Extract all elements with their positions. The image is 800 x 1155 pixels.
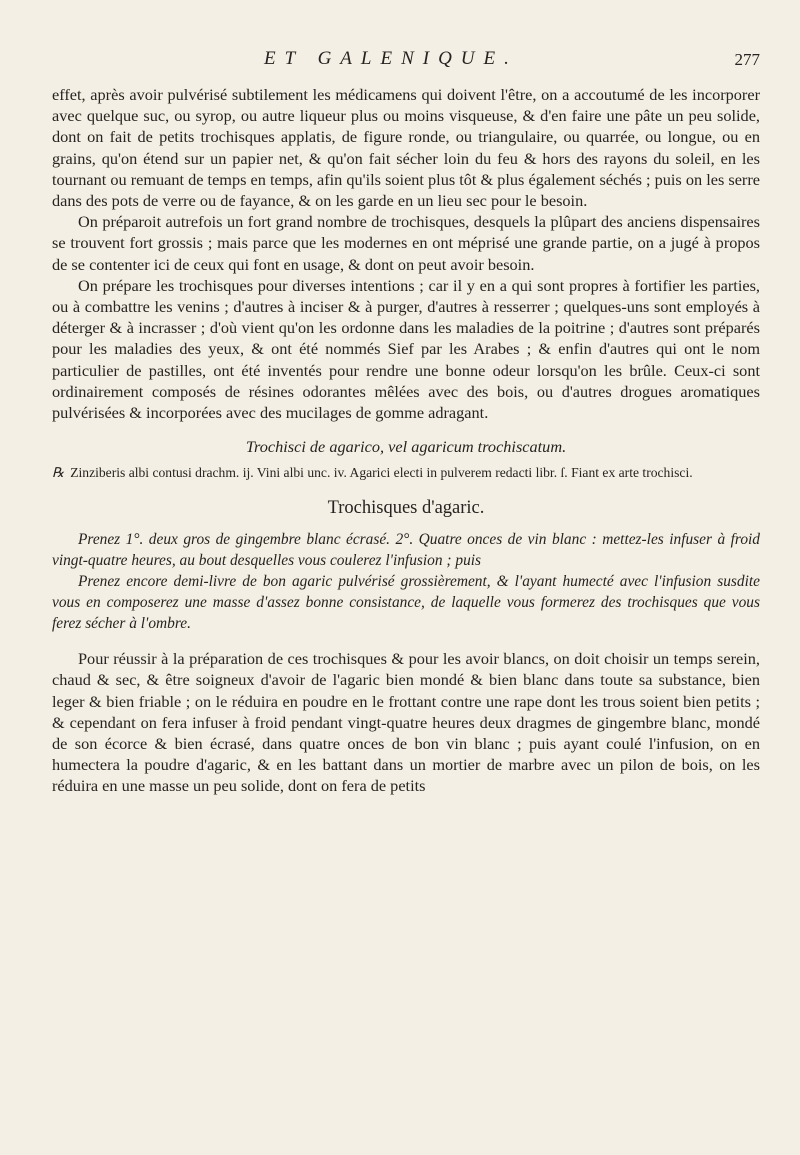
- running-head: [52, 48, 760, 84]
- latin-recipe-text: Zinziberis albi contusi drachm. ij. Vini albi unc. iv. Agarici electi in pulverem redacti libr. ſ. Fiant ex arte trochisci.: [70, 465, 693, 481]
- paragraph-1: effet, après avoir pulvérisé subtilement les médicamens qui doivent l'être, on a accoutumé de les incorporer avec quelque suc, ou syrop, ou autre liqueur plus ou moins visqueuse, & d'en faire une pâte un peu solide, dont on fait de petits trochisques applatis, de figure ronde, ou triangulaire, ou quarrée, ou longue, ou en grains, qu'on étend sur un papier net, & qu'on fait sécher loin du feu & hors des rayons du soleil, en les tournant ou remuant de temps en temps, afin qu'ils soient plus tôt & plus également séchés ; puis on les serre dans des pots de verre ou de fayance, & on les garde en un lieu sec pour le besoin.: [52, 85, 760, 211]
- french-recipe-heading: Trochisques d'agaric.: [327, 498, 485, 519]
- paragraph-3: On prépare les trochisques pour diverses intentions ; car il y en a qui sont propres à fortifier les parties, ou à combattre les venins ; d'autres à inciser & à purger, d'autres à resserrer ; quelques-uns sont employés à déterger & à incrasser ; d'où vient qu'on les ordonne dans les maladies de la poitrine ; d'autres sont préparés pour les maladies des yeux, & ont été nommés Sief par les Arabes ; & enfin d'autres qui ont le nom particulier de pastilles, ont été inventés pour rendre une bonne odeur lorsqu'on les brûle. Ceux-ci sont ordinairement composés de résines odorantes mêlées avec des bois, ou d'autres drogues aromatiques pulvérisées & incorporées avec des mucilages de gomme adragant.: [52, 275, 760, 423]
- closing-paragraph: Pour réussir à la préparation de ces trochisques & pour les avoir blancs, on doit choisir un temps serein, chaud & sec, & être soigneux d'avoir de l'agaric bien mondé & bien blanc dans toute sa substance, bien leger & bien friable ; on le réduira en poudre en le frottant contre une rape dont les trous soient bien petits ; & cependant on fera infuser à froid pendant vingt-quatre heures deux dragmes de gingembre blanc, mondé de son écorce & bien écrasé, dans quatre onces de bon vin blanc ; puis ayant coulé l'infusion, on en humectera la poudre d'agaric, & en les battant dans un mortier de marbre avec un pilon de bois, on les réduira en une masse un peu solide, dont on fera de petits: [52, 649, 760, 796]
- section-spacer: [52, 634, 760, 648]
- latin-recipe: [52, 463, 760, 482]
- running-head-title: ET GALENIQUE.: [264, 48, 518, 69]
- french-recipe-step-2: Prenez encore demi-livre de bon agaric pulvérisé grossièrement, & l'ayant humecté avec l'infusion susdite vous en composerez une masse d'assez bonne consistance, de laquelle vous formerez des trochisques que vous ferez sécher à l'ombre.: [52, 573, 760, 633]
- latin-recipe-title: Trochisci de agarico, vel agaricum trochiscatum.: [245, 437, 567, 457]
- french-recipe-step-1: Prenez 1°. deux gros de gingembre blanc écrasé. 2°. Quatre onces de vin blanc : mettez-les infuser à froid vingt-quatre heures, au bout desquelles vous coulerez l'infusion ; puis: [52, 531, 760, 570]
- page-number: 277: [734, 50, 760, 69]
- recipe-symbol: ℞: [52, 465, 65, 481]
- paragraph-2: On préparoit autrefois un fort grand nombre de trochisques, desquels la plûpart des anciens dispensaires se trouvent fort grossis ; mais parce que les modernes en ont méprisé une grande partie, on a jugé à propos de se contenter ici de ceux qui font en usage, & dont on peut avoir besoin.: [52, 212, 760, 274]
